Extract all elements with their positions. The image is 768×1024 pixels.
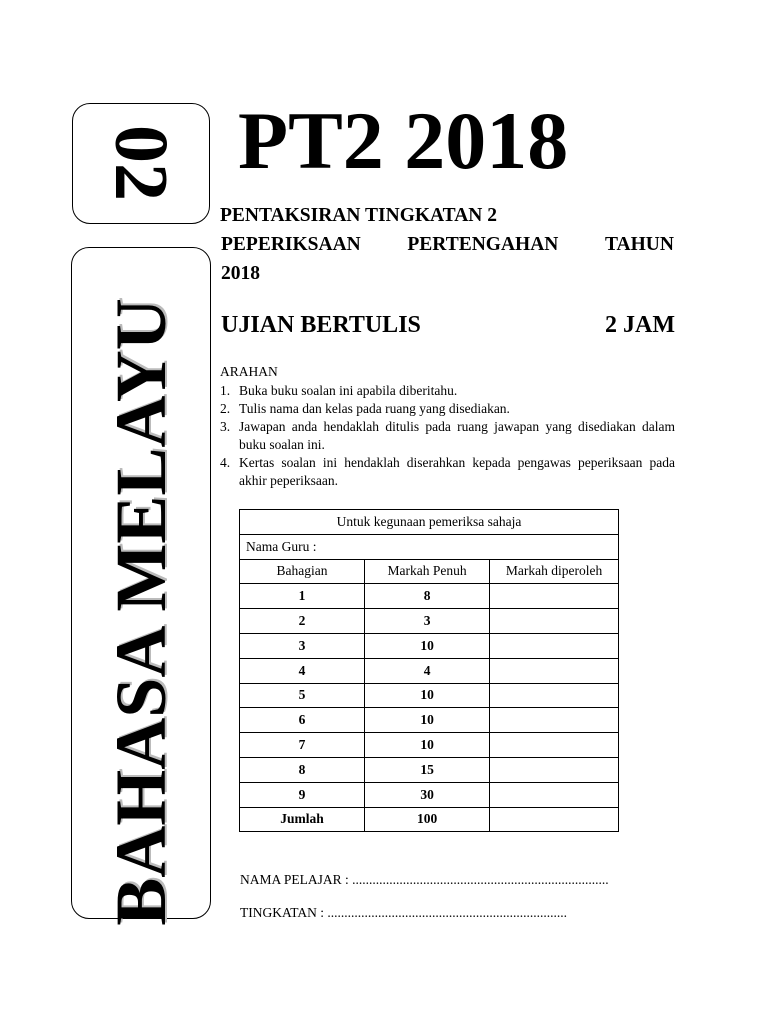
instruction-number: 2.: [220, 401, 231, 416]
table-row: [240, 708, 619, 733]
obtained-marks-cell[interactable]: [490, 683, 619, 708]
paper-info: [221, 313, 675, 337]
full-marks-cell: 3: [365, 609, 490, 634]
full-marks-cell: 8: [365, 584, 490, 609]
instruction-item: [220, 400, 675, 418]
total-label: Jumlah: [240, 807, 365, 832]
table-row: [240, 757, 619, 782]
section-cell: 4: [240, 658, 365, 683]
instruction-item: [220, 454, 675, 490]
obtained-marks-cell[interactable]: [490, 708, 619, 733]
obtained-marks-cell[interactable]: [490, 757, 619, 782]
section-cell: 2: [240, 609, 365, 634]
table-caption-row: [240, 510, 619, 535]
obtained-marks-cell[interactable]: [490, 782, 619, 807]
teacher-name-field[interactable]: Nama Guru :: [240, 534, 619, 559]
subtitle-word: PERTENGAHAN: [407, 234, 559, 255]
full-marks-cell: 10: [365, 708, 490, 733]
instruction-number: 3.: [220, 419, 231, 434]
section-cell: 8: [240, 757, 365, 782]
obtained-marks-cell[interactable]: [490, 633, 619, 658]
instruction-text: Tulis nama dan kelas pada ruang yang disediakan.: [239, 401, 510, 416]
full-marks-cell: 10: [365, 683, 490, 708]
form-line[interactable]: TINGKATAN : .......................................................................: [240, 905, 568, 920]
table-row: [240, 584, 619, 609]
instruction-number: 4.: [220, 455, 231, 470]
subtitle-word: PEPERIKSAAN: [221, 234, 361, 255]
paper-duration: 2 JAM: [605, 312, 675, 338]
table-teacher-row: [240, 534, 619, 559]
student-name-line[interactable]: NAMA PELAJAR : ............................................................................: [240, 872, 609, 887]
full-marks-cell: 10: [365, 733, 490, 758]
marks-table: [239, 509, 619, 832]
subtitle-line-1: PENTAKSIRAN TINGKATAN 2: [220, 205, 498, 226]
subtitle-line-3: 2018: [221, 263, 260, 284]
subject-name: BAHASA MELAYU: [101, 298, 181, 926]
subtitle-word: TAHUN: [605, 234, 674, 255]
instruction-text: Kertas soalan ini hendaklah diserahkan kepada pengawas peperiksaan pada akhir peperiksaan.: [239, 455, 675, 488]
table-row: [240, 633, 619, 658]
total-full-marks: 100: [365, 807, 490, 832]
section-cell: 7: [240, 733, 365, 758]
table-header-row: [240, 559, 619, 584]
table-row: [240, 658, 619, 683]
full-marks-cell: 4: [365, 658, 490, 683]
full-marks-cell: 10: [365, 633, 490, 658]
header-full-marks: Markah Penuh: [365, 559, 490, 584]
paper-type: UJIAN BERTULIS: [221, 312, 421, 338]
instructions: [220, 363, 675, 490]
instruction-item: [220, 382, 675, 400]
obtained-marks-cell[interactable]: [490, 609, 619, 634]
full-marks-cell: 30: [365, 782, 490, 807]
total-obtained-marks[interactable]: [490, 807, 619, 832]
obtained-marks-cell[interactable]: [490, 733, 619, 758]
table-total-row: [240, 807, 619, 832]
table-row: [240, 609, 619, 634]
instruction-text: Buka buku soalan ini apabila diberitahu.: [239, 383, 458, 398]
full-marks-cell: 15: [365, 757, 490, 782]
table-row: [240, 683, 619, 708]
section-cell: 6: [240, 708, 365, 733]
section-cell: 3: [240, 633, 365, 658]
section-cell: 5: [240, 683, 365, 708]
instruction-item: [220, 418, 675, 454]
section-cell: 1: [240, 584, 365, 609]
obtained-marks-cell[interactable]: [490, 658, 619, 683]
table-row: [240, 782, 619, 807]
table-caption: Untuk kegunaan pemeriksa sahaja: [240, 510, 619, 535]
subtitle-line-2: [221, 235, 674, 255]
paper-code: 02: [99, 125, 183, 201]
section-cell: 9: [240, 782, 365, 807]
exam-title: PT2 2018: [238, 95, 569, 186]
header-section: Bahagian: [240, 559, 365, 584]
instructions-heading: ARAHAN: [220, 364, 278, 379]
instruction-text: Jawapan anda hendaklah ditulis pada ruang jawapan yang disediakan dalam buku soalan ini.: [239, 419, 675, 452]
obtained-marks-cell[interactable]: [490, 584, 619, 609]
instruction-number: 1.: [220, 383, 231, 398]
table-row: [240, 733, 619, 758]
header-obtained-marks: Markah diperoleh: [490, 559, 619, 584]
